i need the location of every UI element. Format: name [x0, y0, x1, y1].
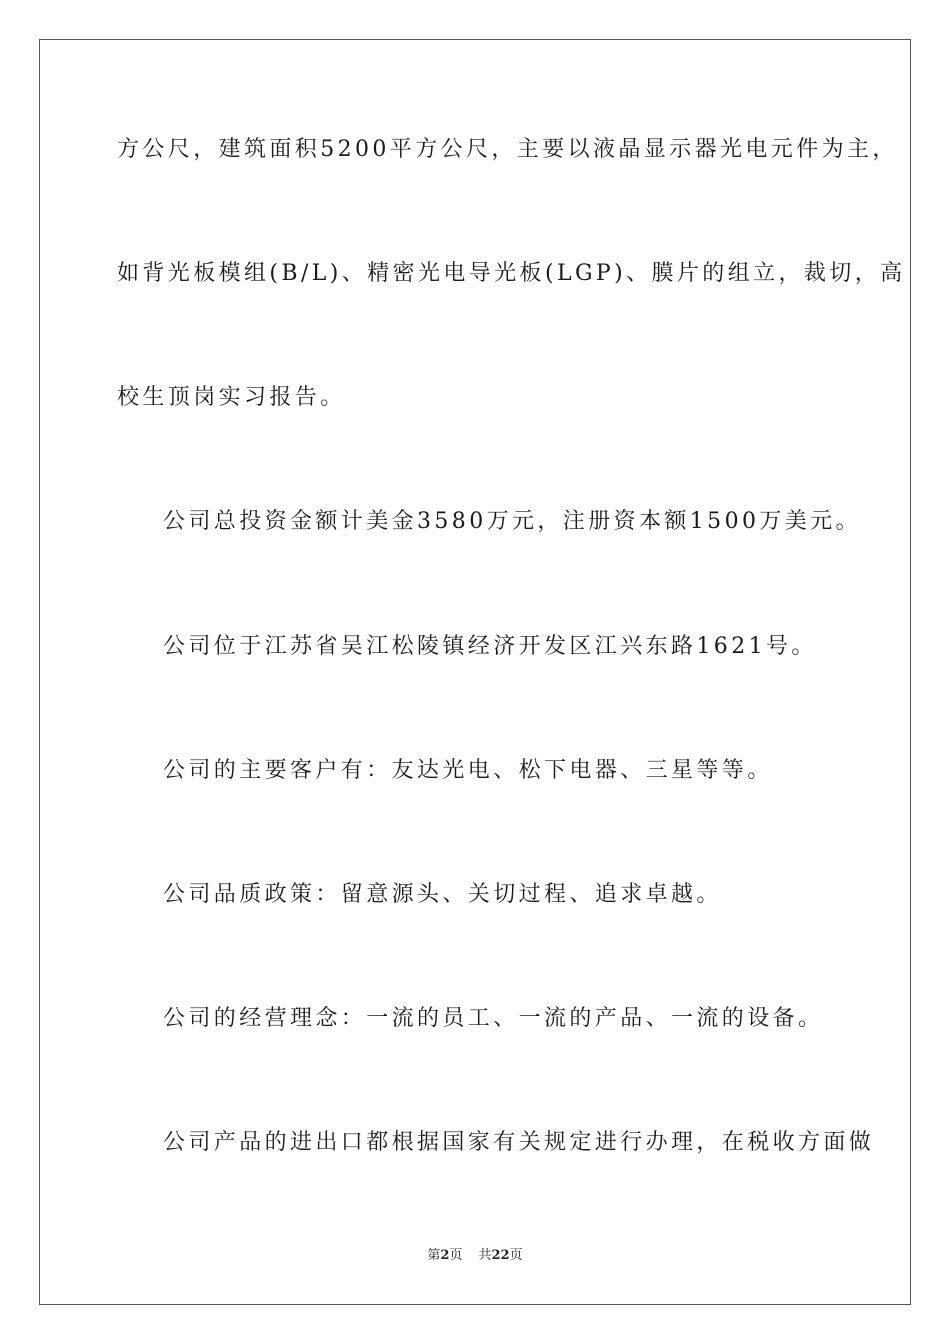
paragraph-location: 公司位于江苏省吴江松陵镇经济开发区江兴东路1621号。 — [163, 634, 817, 659]
footer-total-prefix: 共 — [478, 1248, 492, 1263]
footer-page-suffix: 页 — [449, 1248, 463, 1263]
text-line-3: 校生顶岗实习报告。 — [117, 385, 346, 410]
footer-total-suffix: 页 — [509, 1248, 523, 1263]
text-line-2: 如背光板模组(B/L)、精密光电导光板(LGP)、膜片的组立，裁切，高 — [117, 261, 906, 286]
text-line-1: 方公尺，建筑面积5200平方公尺，主要以液晶显示器光电元件为主， — [117, 137, 898, 162]
paragraph-customers: 公司的主要客户有：友达光电、松下电器、三星等等。 — [163, 758, 773, 783]
paragraph-import-export: 公司产品的进出口都根据国家有关规定进行办理，在税收方面做 — [163, 1130, 875, 1155]
paragraph-quality-policy: 公司品质政策：留意源头、关切过程、追求卓越。 — [163, 882, 722, 907]
footer-page-number: 2 — [440, 1248, 450, 1263]
footer-total-pages: 22 — [491, 1248, 510, 1263]
paragraph-business-philosophy: 公司的经营理念：一流的员工、一流的产品、一流的设备。 — [163, 1006, 824, 1031]
page-border — [39, 39, 911, 1305]
footer-page-prefix: 第 — [427, 1248, 441, 1263]
page-footer — [0, 1247, 950, 1265]
paragraph-investment: 公司总投资金额计美金3580万元，注册资本额1500万美元。 — [163, 509, 861, 534]
